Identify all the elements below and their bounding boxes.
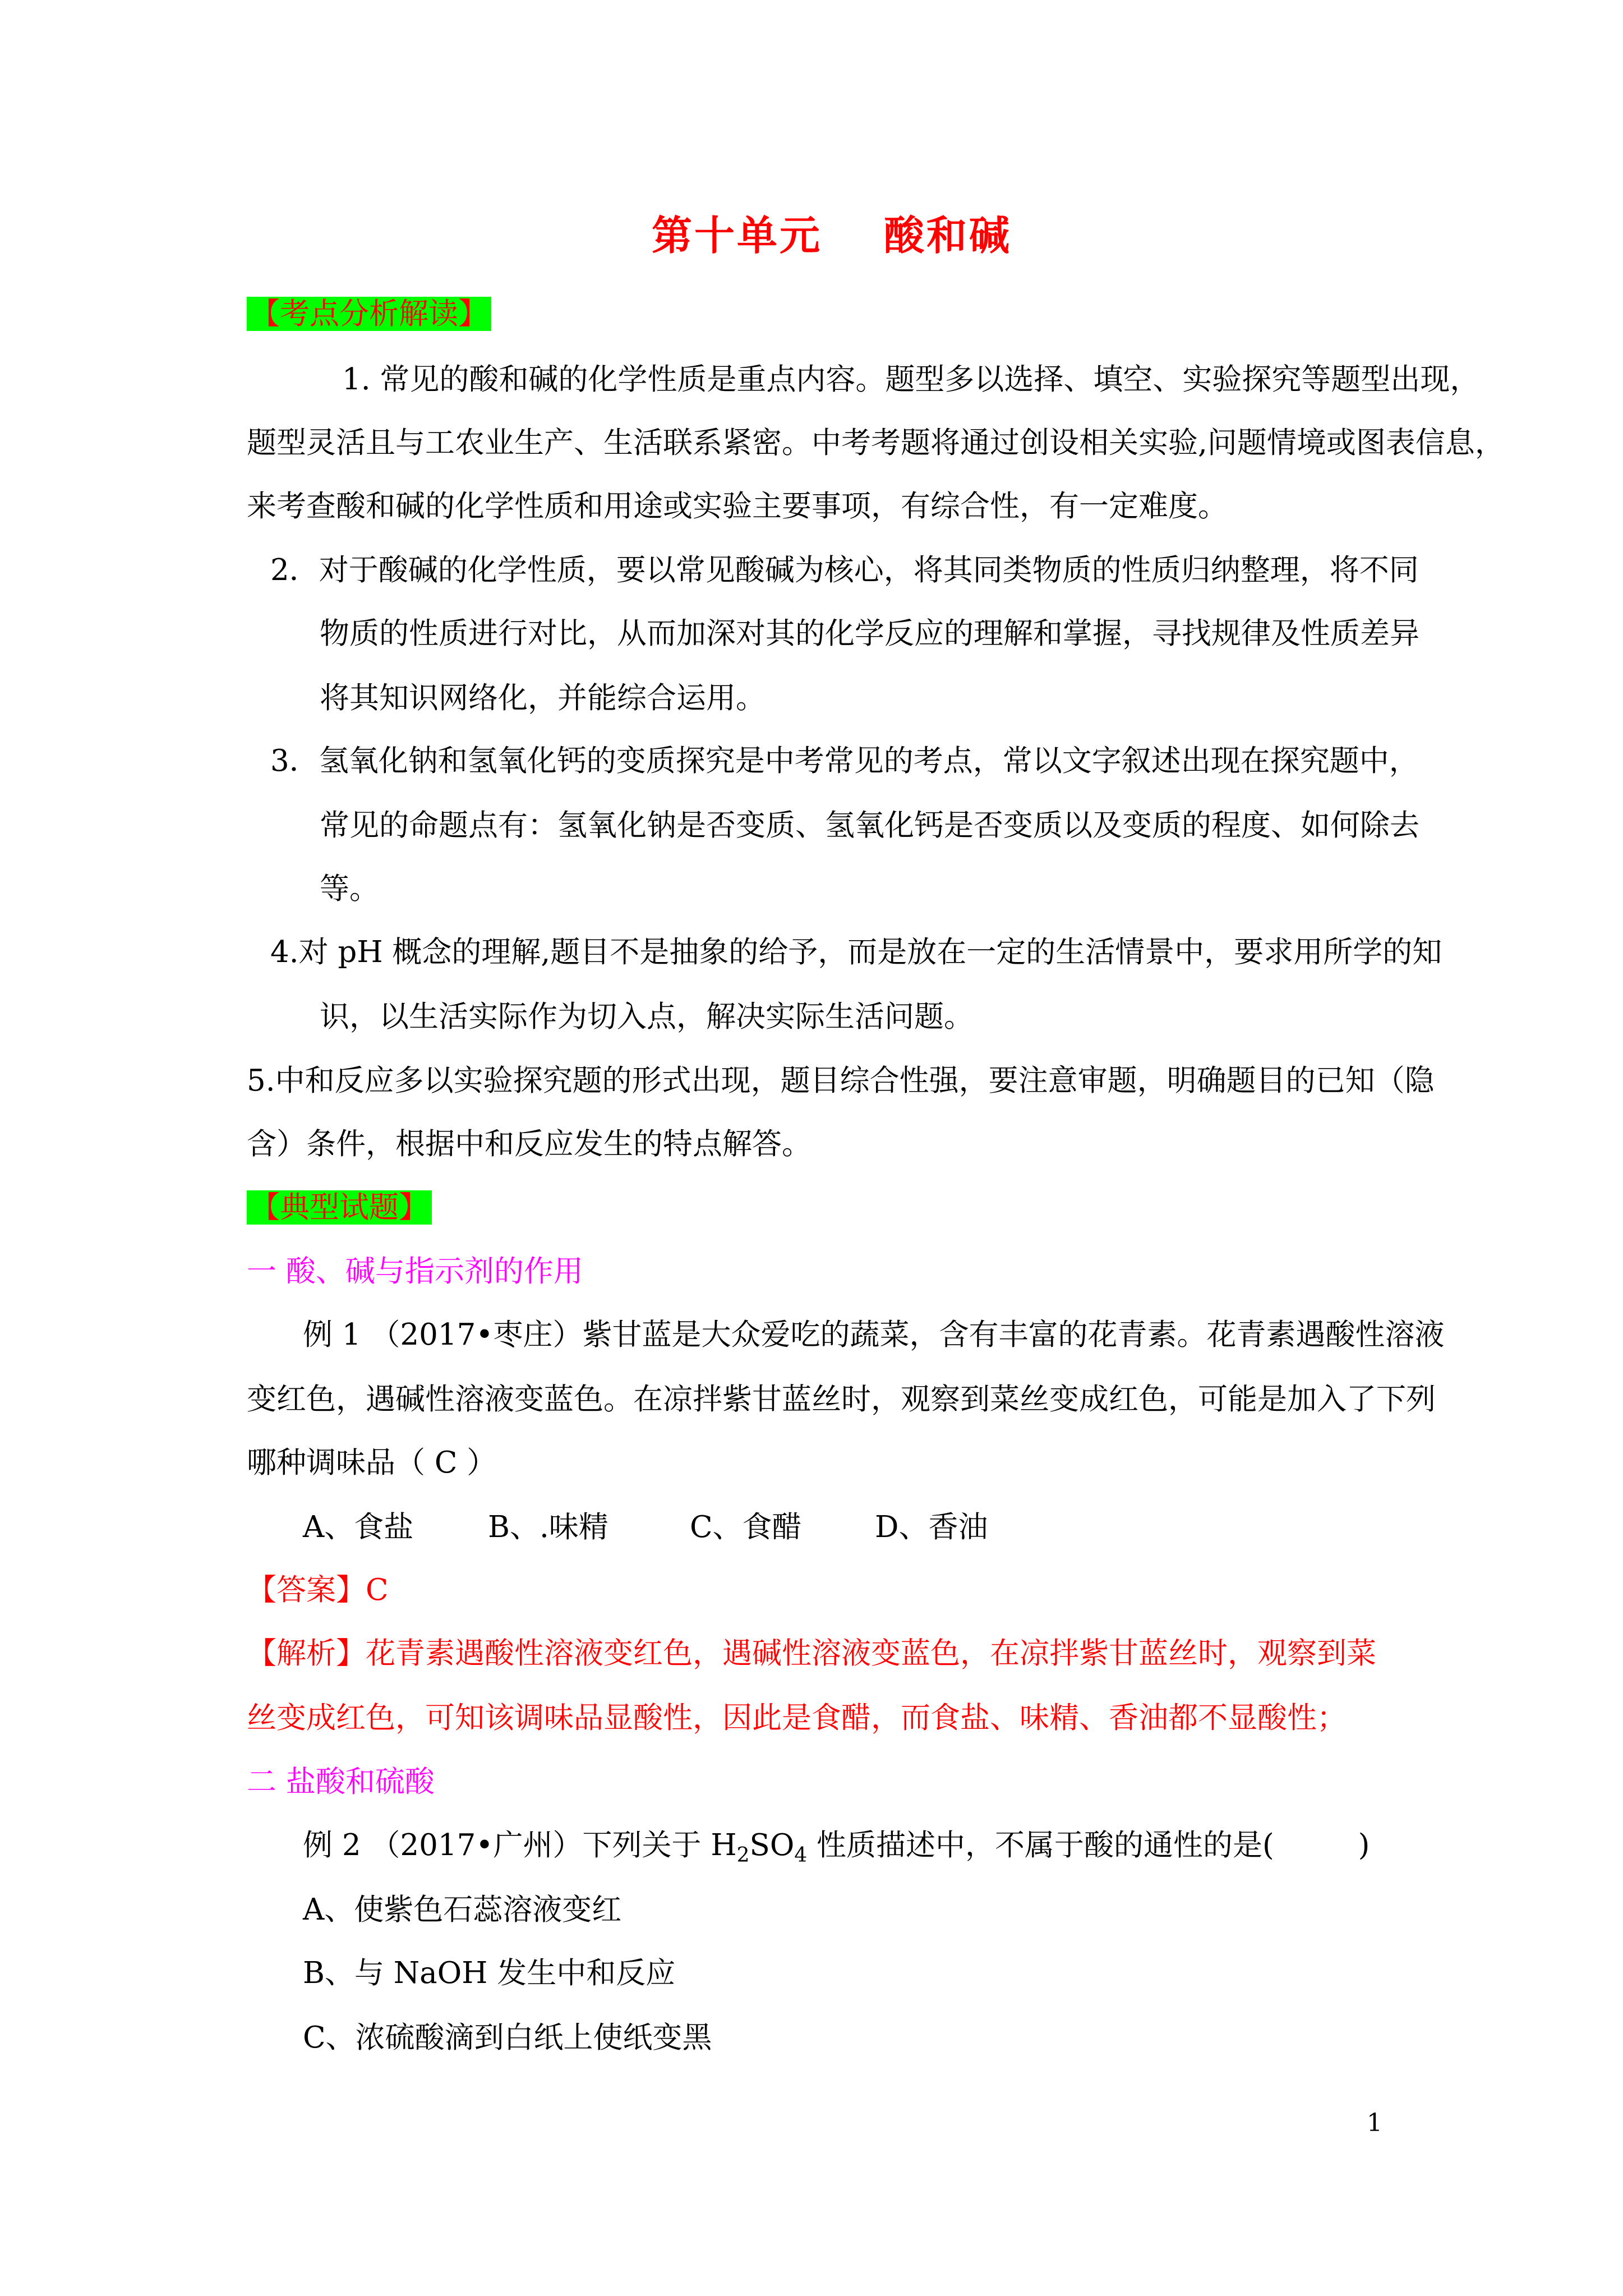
example2-subscript-2: 4: [794, 1844, 808, 1867]
example1-analysis-line-1: [247, 1634, 1376, 1673]
example2-stem: [303, 1826, 1370, 1865]
analysis-line-10: 4.对 pH 概念的理解,题目不是抽象的给予，而是放在一定的生活情景中，要求用所学的知: [270, 935, 1442, 969]
example1-line-2: 变红色，遇碱性溶液变蓝色。在凉拌紫甘蓝丝时，观察到菜丝变成红色，可能是加入了下列: [247, 1382, 1436, 1416]
analysis-line-12: 5.中和反应多以实验探究题的形式出现，题目综合性强，要注意审题，明确题目的已知（隐: [247, 1064, 1435, 1098]
example1-option-b: B、.味精: [488, 1510, 608, 1544]
example1-option-a: A、食盐: [303, 1510, 414, 1544]
example2-subscript-1: 2: [736, 1844, 750, 1867]
analysis-line-8: 常见的命题点有：氢氧化钠是否变质、氢氧化钙是否变质以及变质的程度、如何除去: [320, 808, 1419, 843]
example1-analysis-line-2: 丝变成红色，可知该调味品显酸性，因此是食醋，而食盐、味精、香油都不显酸性；: [247, 1701, 1347, 1735]
examples-tag: 【典型试题】: [247, 1190, 432, 1225]
example1-options: [303, 1508, 988, 1547]
page-number: 1: [1367, 2109, 1382, 2137]
topic-heading-1: 一 酸、碱与指示剂的作用: [247, 1254, 583, 1289]
topic-heading-2: 二 盐酸和硫酸: [247, 1765, 435, 1799]
example2-stem-prefix: 例 2 （2017•广州）下列关于 H: [303, 1828, 737, 1862]
analysis-line-11: 识，以生活实际作为切入点，解决实际生活问题。: [320, 1000, 974, 1034]
page-title: [652, 210, 1012, 261]
analysis-line-13: 含）条件，根据中和反应发生的特点解答。: [247, 1127, 811, 1161]
answer-label: 【答案】: [247, 1573, 366, 1607]
example2-stem-mid: SO: [749, 1828, 795, 1862]
analysis-line-7: 3．氢氧化钠和氢氧化钙的变质探究是中考常见的考点，常以文字叙述出现在探究题中，: [270, 744, 1419, 778]
analysis-tag: 【考点分析解读】: [247, 297, 491, 331]
example2-stem-end: ): [1358, 1828, 1370, 1862]
example1-line-1: 例 1 （2017•枣庄）紫甘蓝是大众爱吃的蔬菜，含有丰富的花青素。花青素遇酸性溶液: [303, 1318, 1445, 1352]
title-unit: 第十单元: [652, 211, 823, 259]
analysis-text-1: 花青素遇酸性溶液变红色，遇碱性溶液变蓝色，在凉拌紫甘蓝丝时，观察到菜: [366, 1636, 1376, 1671]
analysis-line-4: 2．对于酸碱的化学性质，要以常见酸碱为核心，将其同类物质的性质归纳整理，将不同: [270, 553, 1419, 587]
answer-value: C: [366, 1573, 389, 1607]
example1-line-3: 哪种调味品（ C ）: [247, 1446, 497, 1480]
example2-option-a: A、使紫色石蕊溶液变红: [303, 1893, 622, 1927]
analysis-line-3: 来考查酸和碱的化学性质和用途或实验主要事项，有综合性，有一定难度。: [247, 489, 1228, 523]
analysis-line-6: 将其知识网络化，并能综合运用。: [320, 681, 766, 715]
example1-option-c: C、食醋: [690, 1510, 802, 1544]
example1-answer: [247, 1571, 389, 1610]
example2-stem-suffix: 性质描述中，不属于酸的通性的是(: [807, 1828, 1274, 1862]
section-label-analysis: [247, 295, 491, 334]
analysis-line-9: 等。: [320, 872, 379, 906]
example1-option-d: D、香油: [875, 1510, 988, 1544]
analysis-label: 【解析】: [247, 1636, 366, 1671]
analysis-line-1: 1. 常见的酸和碱的化学性质是重点内容。题型多以选择、填空、实验探究等题型出现，: [342, 362, 1480, 397]
analysis-line-2: 题型灵活且与工农业生产、生活联系紧密。中考考题将通过创设相关实验,问题情境或图表信息，: [247, 426, 1505, 460]
analysis-line-5: 物质的性质进行对比，从而加深对其的化学反应的理解和掌握，寻找规律及性质差异: [320, 616, 1419, 651]
example2-option-c: C、浓硫酸滴到白纸上使纸变黑: [303, 2021, 712, 2055]
section-label-examples: [247, 1188, 432, 1227]
example2-option-b: B、与 NaOH 发生中和反应: [303, 1956, 676, 1990]
title-topic: 酸和碱: [884, 211, 1012, 259]
